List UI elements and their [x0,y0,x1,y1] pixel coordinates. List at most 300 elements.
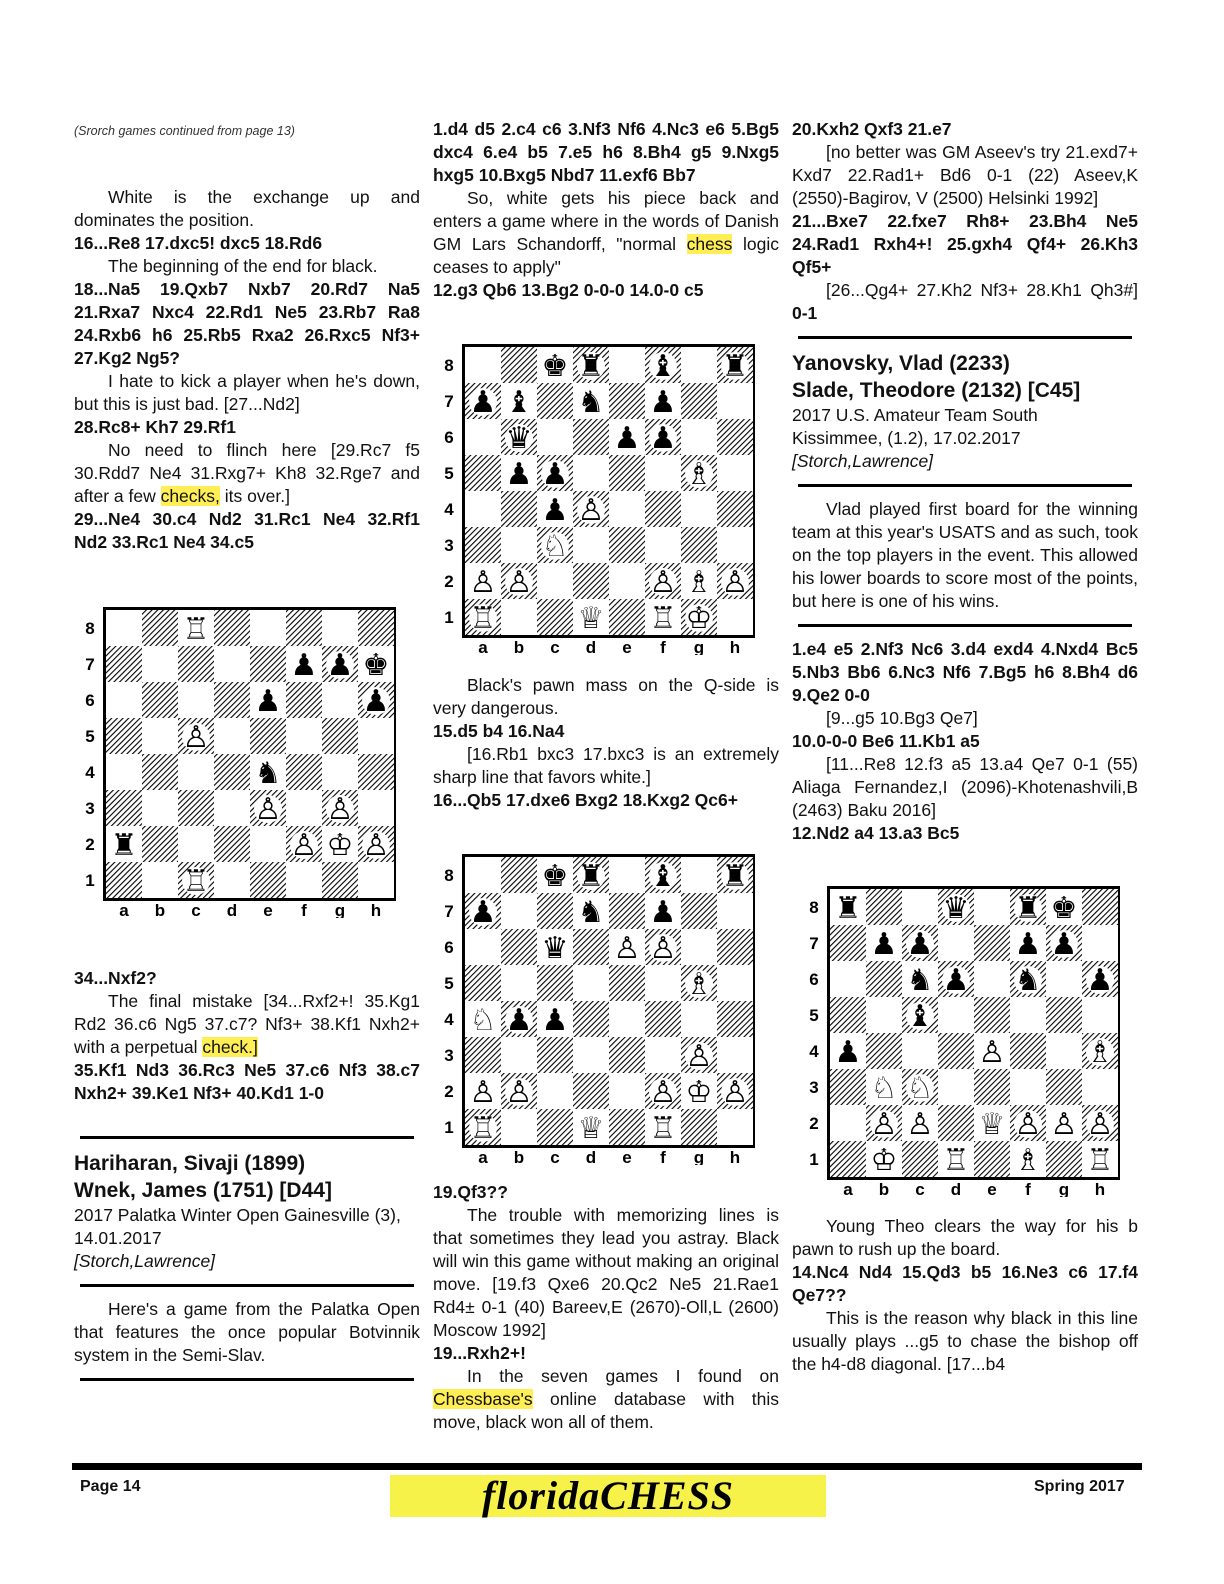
commentary-text: I hate to kick a player when he's down, but this is just bad. [27...Nd2] [74,371,420,414]
board-square-f5 [645,455,681,491]
move-text: 34...Nxf2? [74,968,157,988]
white-pawn-icon: ♙ [469,565,497,600]
black-bishop-icon: ♝ [505,385,533,420]
board-square-e5 [250,718,286,754]
black-pawn-icon: ♟ [541,457,569,492]
file-label: b [513,1148,525,1165]
black-pawn-icon: ♟ [362,684,390,719]
issue-season: Spring 2017 [1034,1478,1125,1495]
board-square-e1 [250,862,286,898]
board-square-e7 [250,646,286,682]
commentary-text: This is the reason why black in this line usually plays ...g5 to chase the bishop off the h4-d8 diagonal. [17...b4 [792,1308,1138,1374]
board-square-a8 [106,610,142,646]
board-square-f6 [286,682,322,718]
text-block [433,118,779,302]
rank-label: 2 [809,1114,819,1133]
commentary-text: Vlad played first board for the winning team at this year's USATS and as such, took on the top players in the event. This allowed his lower boards to score most of the points, but here is one of his wins. [792,499,1138,611]
rank-label: 8 [809,898,819,917]
file-label: h [729,638,741,655]
board-square-g4 [681,1001,717,1037]
commentary-text: In the seven games I found on Chessbase's online database with this move, black won all of them. [433,1366,779,1432]
board-square-e2 [250,826,286,862]
rank-label: 8 [85,619,95,638]
board-square-f4 [286,754,322,790]
board-square-h8 [358,610,394,646]
file-label: d [585,1148,597,1165]
text-block [74,1298,420,1367]
black-knight-icon: ♞ [577,895,605,930]
divider [80,1284,414,1287]
white-knight-icon: ♘ [870,1071,898,1106]
white-pawn-icon: ♙ [649,565,677,600]
commentary-text: Here's a game from the Palatka Open that features the once popular Botvinnik system in the Semi-Slav. [74,1299,420,1365]
black-king-icon: ♚ [1050,891,1078,926]
board-square-a7 [106,646,142,682]
move-text: 35.Kf1 Nd3 36.Rc3 Ne5 37.c6 Nf3 38.c7 Nxh2+ 39.Ke1 Nf3+ 40.Kd1 1-0 [74,1060,420,1103]
board-square-a1 [106,862,142,898]
board-square-e7 [974,925,1010,961]
board-square-a6 [106,682,142,718]
chess-board-diagram [435,343,755,655]
black-rook-icon: ♜ [721,859,749,894]
board-square-h8 [1082,889,1118,925]
white-pawn-icon: ♙ [613,931,641,966]
board-square-c3 [178,790,214,826]
black-player: Slade, Theodore (2132) [C45] [792,379,1081,402]
file-label: e [263,901,273,918]
board-square-h5 [358,718,394,754]
commentary-text: So, white gets his piece back and enters a game where in the words of Danish GM Lars Schandorff, "normal chess logic ceases to apply" [433,188,779,277]
white-pawn-icon: ♙ [469,1075,497,1110]
divider [80,1378,414,1381]
commentary-text: [26...Qg4+ 27.Kh2 Nf3+ 28.Kh1 Qh3#] 0-1 [792,280,1138,323]
board-square-d2 [573,563,609,599]
board-square-b5 [142,718,178,754]
board-square-b3 [142,790,178,826]
black-pawn-icon: ♟ [1050,927,1078,962]
file-label: c [550,1148,560,1165]
board-square-e8 [609,857,645,893]
file-label: c [915,1180,925,1197]
white-queen-icon: ♕ [577,1111,605,1146]
white-king-icon: ♔ [870,1143,898,1178]
black-pawn-icon: ♟ [469,385,497,420]
chess-board-diagram [76,606,396,918]
black-queen-icon: ♛ [505,421,533,456]
move-text: 19...Rxh2+! [433,1343,526,1363]
white-pawn-icon: ♙ [721,1075,749,1110]
board-square-h5 [1082,997,1118,1033]
white-pawn-icon: ♙ [326,792,354,827]
game-event: 2017 U.S. Amateur Team South [792,405,1038,425]
black-rook-icon: ♜ [834,891,862,926]
white-queen-icon: ♕ [577,601,605,636]
board-square-e2 [609,1073,645,1109]
rank-label: 4 [444,1010,454,1029]
commentary-text: The trouble with memorizing lines is that sometimes they lead you astray. Black will win this game without making an original move. [19.f3 Qxe6 20.Qc2 Ne5 21.Rae1 Rd4± 0-1 (40) Bareev,E (2670)-Oll,L (2600) Moscow 1992] [433,1205,779,1340]
board-square-f4 [645,491,681,527]
board-square-e5 [609,965,645,1001]
board-square-e3 [974,1069,1010,1105]
move-text: 16...Qb5 17.dxe6 Bxg2 18.Kxg2 Qc6+ [433,790,738,810]
rank-label: 2 [85,835,95,854]
black-rook-icon: ♜ [721,349,749,384]
board-square-b3 [501,527,537,563]
board-square-g5 [322,718,358,754]
text-block [792,118,1138,325]
board-square-h4 [717,491,753,527]
board-square-c2 [178,826,214,862]
divider [798,624,1132,627]
logo-text: floridaCHESS [481,1473,735,1518]
board-square-d5 [573,455,609,491]
black-knight-icon: ♞ [906,963,934,998]
board-square-e8 [974,889,1010,925]
board-square-d2 [938,1105,974,1141]
black-pawn-icon: ♟ [505,1003,533,1038]
board-square-c3 [537,1037,573,1073]
board-square-e5 [609,455,645,491]
rank-label: 1 [809,1150,819,1169]
board-square-f3 [645,527,681,563]
magazine-logo [390,1475,826,1517]
file-label: g [693,638,705,655]
text-block [792,1215,1138,1376]
black-bishop-icon: ♝ [649,349,677,384]
white-pawn-icon: ♙ [906,1107,934,1142]
board-square-b6 [501,929,537,965]
board-square-b3 [501,1037,537,1073]
board-square-h3 [358,790,394,826]
board-square-f4 [645,1001,681,1037]
board-square-d5 [573,965,609,1001]
board-square-a6 [830,961,866,997]
move-text: 20.Kxh2 Qxf3 21.e7 [792,119,952,139]
white-rook-icon: ♖ [1086,1143,1114,1178]
file-label: e [622,638,632,655]
white-knight-icon: ♘ [469,1003,497,1038]
white-rook-icon: ♖ [469,1111,497,1146]
rank-label: 8 [444,356,454,375]
board-square-c2 [537,1073,573,1109]
chess-board-diagram [800,885,1120,1197]
file-label: h [1094,1180,1106,1197]
game-annotator: [Storch,Lawrence] [74,1251,216,1271]
board-square-g4 [681,491,717,527]
board-square-a3 [465,527,501,563]
board-square-a8 [465,857,501,893]
board-square-a3 [106,790,142,826]
board-square-a5 [465,965,501,1001]
board-square-a1 [830,1141,866,1177]
white-bishop-icon: ♗ [1086,1035,1114,1070]
file-label: a [478,1148,488,1165]
board-square-f3 [645,1037,681,1073]
board-square-e8 [250,610,286,646]
move-text: 12.Nd2 a4 13.a3 Bc5 [792,823,960,843]
black-pawn-icon: ♟ [906,927,934,962]
board-square-d7 [938,925,974,961]
board-square-g6 [322,682,358,718]
file-label: f [660,638,666,655]
white-pawn-icon: ♙ [685,1039,713,1074]
text-block [74,967,420,1105]
move-text: 1.e4 e5 2.Nf3 Nc6 3.d4 exd4 4.Nxd4 Bc5 5.Nb3 Bb6 6.Nc3 Nf6 7.Bg5 h6 8.Bh4 d6 9.Qe2 0-0 [792,639,1138,705]
board-square-e6 [974,961,1010,997]
white-bishop-icon: ♗ [1014,1143,1042,1178]
board-square-b6 [142,682,178,718]
board-square-d1 [214,862,250,898]
board-square-g7 [681,893,717,929]
rank-label: 6 [85,691,95,710]
black-queen-icon: ♛ [541,931,569,966]
file-label: e [622,1148,632,1165]
black-knight-icon: ♞ [577,385,605,420]
board-square-d5 [214,718,250,754]
rank-label: 4 [85,763,95,782]
white-player: Yanovsky, Vlad (2233) [792,352,1010,375]
board-square-d3 [573,1037,609,1073]
commentary-text: [9...g5 10.Bg3 Qe7] [826,708,978,728]
board-square-b6 [866,961,902,997]
text-block [74,186,420,554]
file-label: c [550,638,560,655]
board-square-e1 [609,599,645,635]
board-square-a5 [106,718,142,754]
highlighted-term: chess [686,234,733,254]
board-square-g6 [681,419,717,455]
commentary-text: [11...Re8 12.f3 a5 13.a4 Qe7 0-1 (55) Aliaga Fernandez,I (2096)-Khotenashvili,B (2463) Baku 2016] [792,754,1138,820]
board-square-d7 [214,646,250,682]
board-square-d2 [214,826,250,862]
board-square-e5 [974,997,1010,1033]
white-pawn-icon: ♙ [182,720,210,755]
rank-label: 3 [809,1078,819,1097]
divider [798,484,1132,487]
column-2 [433,118,779,1434]
board-square-f3 [286,790,322,826]
white-rook-icon: ♖ [649,1111,677,1146]
white-queen-icon: ♕ [978,1107,1006,1142]
board-square-c6 [537,419,573,455]
board-square-h7 [1082,925,1118,961]
commentary-text: The final mistake [34...Rxf2+! 35.Kg1 Rd2 36.c6 Ng5 37.c7? Nf3+ 38.Kf1 Nxh2+ with a perpetual check.] [74,991,420,1057]
board-square-f4 [1010,1033,1046,1069]
continuation-note: (Srorch games continued from page 13) [74,124,295,138]
rank-label: 3 [85,799,95,818]
game-location: Kissimmee, (1.2), 17.02.2017 [792,428,1021,448]
rank-label: 5 [444,464,454,483]
file-label: f [301,901,307,918]
move-text: 1.d4 d5 2.c4 c6 3.Nf3 Nf6 4.Nc3 e6 5.Bg5 dxc4 6.e4 b5 7.e5 h6 8.Bh4 g5 9.Nxg5 hxg5 10.Bxg5 Nbd7 11.exf6 Bb7 [433,119,779,185]
board-square-h6 [717,419,753,455]
white-pawn-icon: ♙ [978,1035,1006,1070]
move-text: 28.Rc8+ Kh7 29.Rf1 [74,417,236,437]
board-square-h5 [717,965,753,1001]
board-square-b4 [866,1033,902,1069]
board-square-b8 [501,347,537,383]
board-square-d3 [214,790,250,826]
board-square-h1 [358,862,394,898]
board-square-c7 [537,893,573,929]
white-knight-icon: ♘ [906,1071,934,1106]
file-label: f [660,1148,666,1165]
white-king-icon: ♔ [326,828,354,863]
board-square-g8 [681,347,717,383]
board-square-d3 [573,527,609,563]
board-square-b7 [142,646,178,682]
file-label: b [513,638,525,655]
black-pawn-icon: ♟ [834,1035,862,1070]
file-label: a [478,638,488,655]
board-square-a4 [465,491,501,527]
rank-label: 1 [444,1118,454,1137]
board-square-e4 [609,1001,645,1037]
black-pawn-icon: ♟ [541,1003,569,1038]
board-square-d6 [573,929,609,965]
black-queen-icon: ♛ [942,891,970,926]
black-knight-icon: ♞ [1014,963,1042,998]
black-pawn-icon: ♟ [1086,963,1114,998]
commentary-text: Young Theo clears the way for his b pawn to rush up the board. [792,1216,1138,1259]
file-label: d [226,901,238,918]
black-rook-icon: ♜ [110,828,138,863]
board-square-f5 [286,718,322,754]
white-player: Hariharan, Sivaji (1899) [74,1152,306,1175]
rank-label: 4 [444,500,454,519]
board-square-e7 [609,893,645,929]
rank-label: 1 [85,871,95,890]
page-number: Page 14 [80,1478,141,1495]
board-square-h4 [717,1001,753,1037]
board-square-g8 [322,610,358,646]
black-bishop-icon: ♝ [649,859,677,894]
board-square-h7 [717,383,753,419]
board-square-b7 [501,893,537,929]
board-square-e3 [609,1037,645,1073]
board-square-a3 [830,1069,866,1105]
white-rook-icon: ♖ [649,601,677,636]
black-king-icon: ♚ [541,859,569,894]
board-square-b5 [501,965,537,1001]
divider [798,336,1132,339]
board-square-g7 [681,383,717,419]
board-square-g3 [1046,1069,1082,1105]
board-square-e4 [609,491,645,527]
white-bishop-icon: ♗ [685,565,713,600]
black-pawn-icon: ♟ [870,927,898,962]
file-label: e [987,1180,997,1197]
board-square-c1 [537,1109,573,1145]
move-text: 19.Qf3?? [433,1182,508,1202]
board-square-d4 [573,1001,609,1037]
board-square-a8 [465,347,501,383]
board-square-g6 [1046,961,1082,997]
board-square-f3 [1010,1069,1046,1105]
black-rook-icon: ♜ [1014,891,1042,926]
commentary-text: The beginning of the end for black. [108,256,378,276]
black-pawn-icon: ♟ [942,963,970,998]
game-annotator: [Storch,Lawrence] [792,451,934,471]
black-rook-icon: ♜ [577,859,605,894]
text-block [792,498,1138,613]
file-label: h [729,1148,741,1165]
rank-label: 6 [444,428,454,447]
column-3 [792,118,1138,1376]
board-square-a6 [465,419,501,455]
board-square-e1 [609,1109,645,1145]
board-square-f8 [286,610,322,646]
board-square-b8 [866,889,902,925]
board-square-h7 [717,893,753,929]
board-square-g1 [322,862,358,898]
file-label: b [878,1180,890,1197]
board-square-b2 [142,826,178,862]
rank-label: 3 [444,536,454,555]
board-square-e7 [609,383,645,419]
board-square-a3 [465,1037,501,1073]
move-text: 15.d5 b4 16.Na4 [433,721,565,741]
rank-label: 3 [444,1046,454,1065]
highlighted-term: checks, [160,486,220,506]
white-pawn-icon: ♙ [505,1075,533,1110]
rank-label: 7 [444,392,454,411]
white-pawn-icon: ♙ [505,565,533,600]
move-text: 10.0-0-0 Be6 11.Kb1 a5 [792,731,980,751]
white-king-icon: ♔ [685,601,713,636]
board-square-d6 [214,682,250,718]
commentary-text: Black's pawn mass on the Q-side is very dangerous. [433,675,779,718]
black-pawn-icon: ♟ [505,457,533,492]
black-pawn-icon: ♟ [254,684,282,719]
board-square-g1 [1046,1141,1082,1177]
rank-label: 7 [85,655,95,674]
board-square-g8 [681,857,717,893]
board-square-e2 [609,563,645,599]
white-pawn-icon: ♙ [721,565,749,600]
board-square-b1 [501,1109,537,1145]
highlighted-term: Chessbase's [433,1389,533,1409]
board-square-c7 [178,646,214,682]
board-square-f5 [1010,997,1046,1033]
column-1 [74,118,420,1392]
file-label: d [585,638,597,655]
board-square-c7 [537,383,573,419]
board-square-e1 [974,1141,1010,1177]
board-square-c8 [902,889,938,925]
rank-label: 4 [809,1042,819,1061]
move-text: 14.Nc4 Nd4 15.Qd3 b5 16.Ne3 c6 17.f4 Qe7?? [792,1262,1138,1305]
black-rook-icon: ♜ [577,349,605,384]
board-square-b1 [142,862,178,898]
file-label: a [843,1180,853,1197]
rank-label: 5 [444,974,454,993]
white-rook-icon: ♖ [182,612,210,647]
file-label: b [154,901,166,918]
move-text: 16...Re8 17.dxc5! dxc5 18.Rd6 [74,233,323,253]
file-label: g [1058,1180,1070,1197]
game-result: 0-1 [792,303,818,323]
board-square-g6 [681,929,717,965]
board-square-c5 [537,965,573,1001]
rank-label: 7 [444,902,454,921]
board-square-b4 [142,754,178,790]
highlighted-term: check.] [202,1037,258,1057]
black-king-icon: ♚ [362,648,390,683]
board-square-h6 [717,929,753,965]
board-square-g3 [681,527,717,563]
black-pawn-icon: ♟ [649,421,677,456]
